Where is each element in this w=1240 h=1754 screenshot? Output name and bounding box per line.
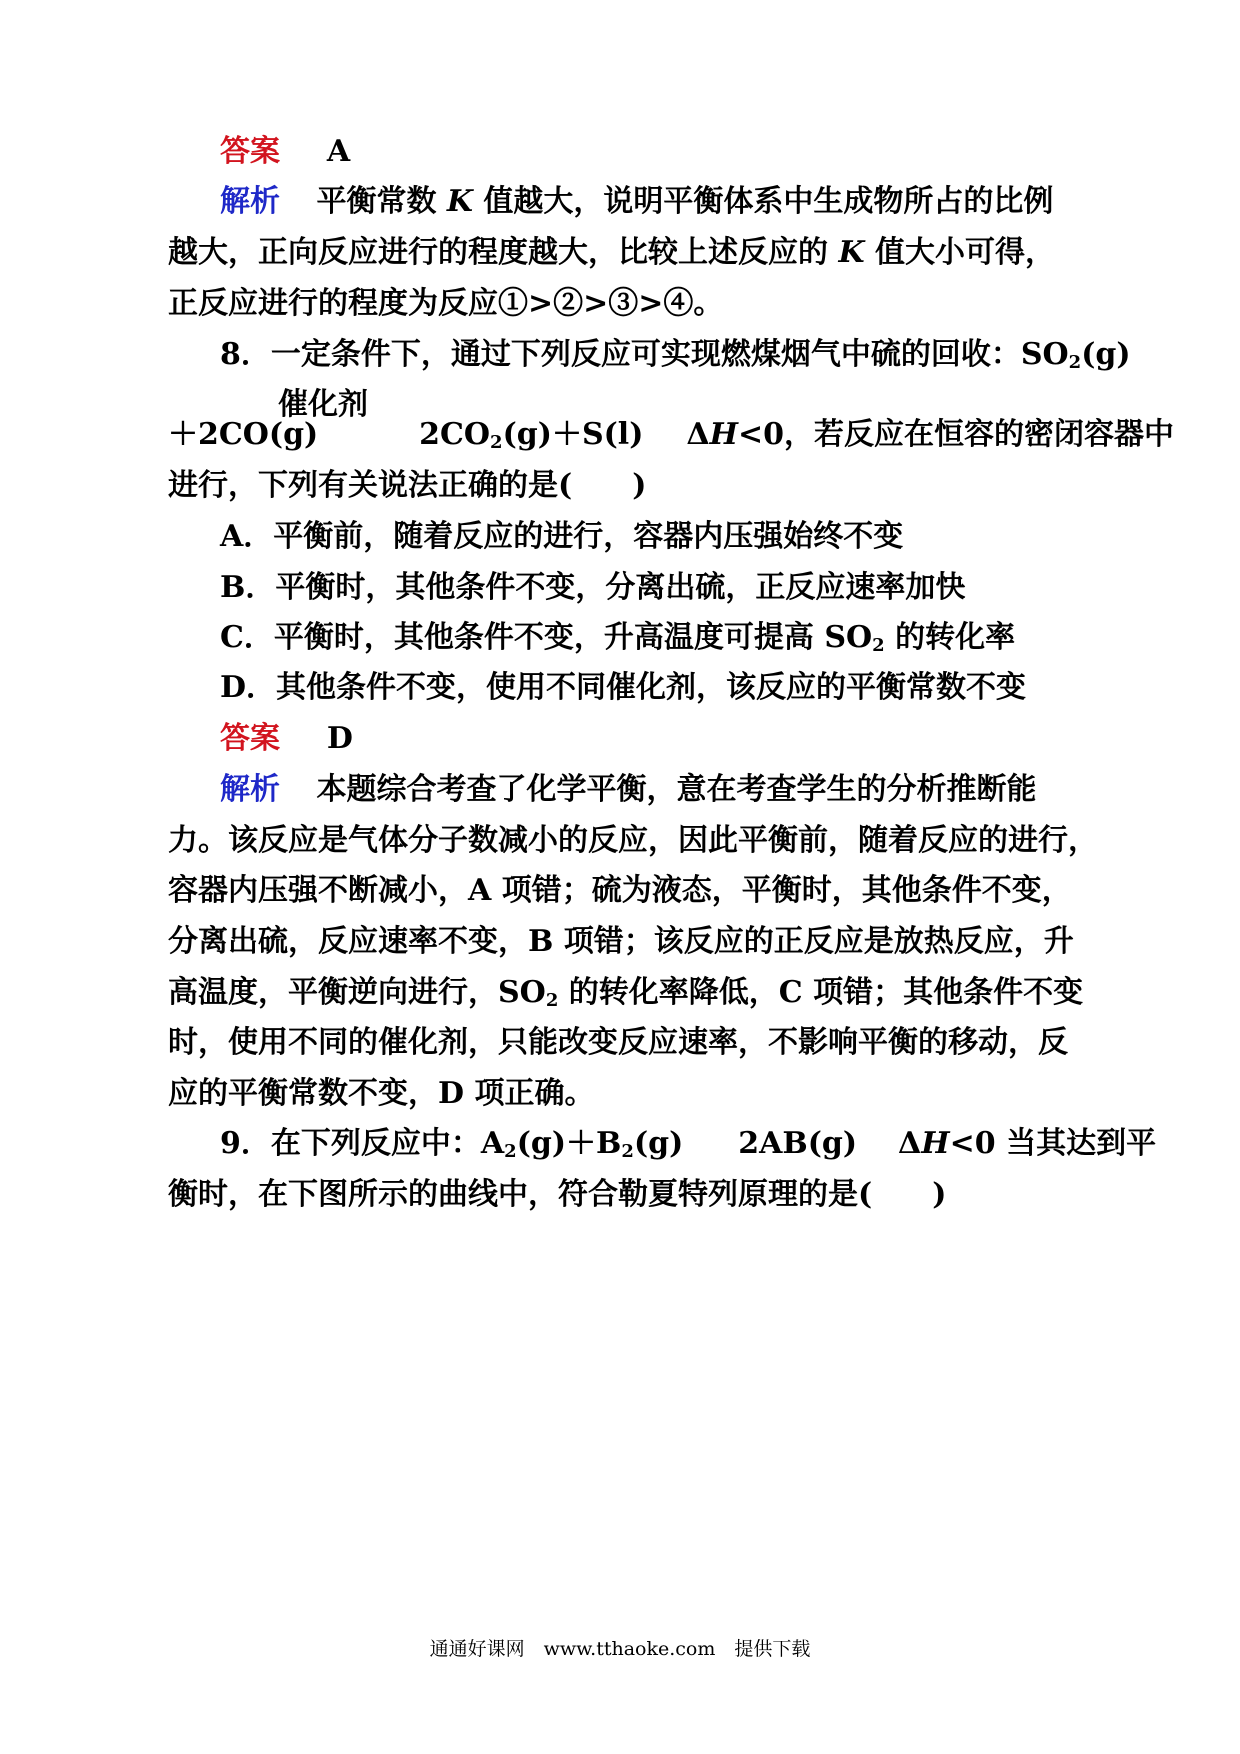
option-b: B．平衡时，其他条件不变，分离出硫，正反应速率加快 — [220, 570, 966, 605]
answer-value: D — [326, 721, 353, 756]
analysis-8-line-4: 分离出硫，反应速率不变，B 项错；该反应的正反应是放热反应，升 — [168, 924, 1074, 959]
equation-left: ＋2CO(g) — [168, 417, 319, 452]
analysis-line-3: 正反应进行的程度为反应①>②>③>④。 — [168, 286, 724, 321]
analysis-label: 解析 — [220, 184, 280, 219]
analysis-8-line-6: 时，使用不同的催化剂，只能改变反应速率，不影响平衡的移动，反 — [168, 1025, 1068, 1060]
answer-label: 答案 — [220, 721, 280, 756]
analysis-line-2 — [168, 236, 1055, 270]
question-9-stem-2: 衡时，在下图所示的曲线中，符合勒夏特列原理的是( ) — [168, 1177, 947, 1212]
subscript: 2 — [1068, 352, 1082, 373]
question-8-stem-3: 进行，下列有关说法正确的是( ) — [168, 468, 647, 503]
answer-line-7 — [220, 135, 350, 169]
stem-text: 8．一定条件下，通过下列反应可实现燃煤烟气中硫的回收：SO — [220, 337, 1069, 372]
analysis-text: 越大，正向反应进行的程度越大，比较上述反应的 — [168, 235, 839, 270]
option-a: A．平衡前，随着反应的进行，容器内压强始终不变 — [220, 519, 904, 554]
analysis-8-line-2: 力。该反应是气体分子数减小的反应，因此平衡前，随着反应的进行， — [168, 823, 1098, 858]
k-symbol: K — [446, 184, 473, 219]
analysis-line-1 — [220, 185, 1053, 219]
analysis-text: 值大小可得， — [864, 235, 1055, 270]
catalyst-label: 催化剂 — [278, 387, 368, 422]
analysis-text: 值越大，说明平衡体系中生成物所占的比例 — [472, 184, 1054, 219]
analysis-label: 解析 — [220, 772, 280, 807]
option-d: D．其他条件不变，使用不同催化剂，该反应的平衡常数不变 — [220, 670, 1027, 705]
analysis-text: 平衡常数 — [316, 184, 447, 219]
analysis-8-line-3: 容器内压强不断减小，A 项错；硫为液态，平衡时，其他条件不变， — [168, 873, 1072, 908]
page-footer: 通通好课网 www.tthaoke.com 提供下载 — [429, 1638, 811, 1660]
answer-value: A — [326, 134, 351, 169]
analysis-8-line-1: 解析 本题综合考查了化学平衡，意在考查学生的分析推断能 — [220, 772, 1037, 807]
enthalpy: ΔH<0，若反应在恒容的密闭容器中 — [686, 417, 1174, 452]
question-8-stem-1 — [220, 338, 1131, 372]
option-c: C．平衡时，其他条件不变，升高温度可提高 $SO_2$ 的转化率 — [220, 620, 1016, 656]
analysis-8-line-7: 应的平衡常数不变，D 项正确。 — [168, 1076, 595, 1111]
question-9-stem-1: 9．在下列反应中：$A_2(g)+B_2(g)$ 2AB(g) ΔH<0 当其达到平 — [220, 1126, 1157, 1162]
stem-text: (g) — [1081, 337, 1131, 372]
equation-right: $2CO_2(g)+S(l)$ — [419, 417, 644, 453]
question-8-equation — [168, 418, 1174, 452]
k-symbol: K — [838, 235, 865, 270]
answer-line-8 — [220, 722, 353, 756]
answer-label: 答案 — [220, 134, 280, 169]
analysis-8-line-5: 高温度，平衡逆向进行，$SO_2$ 的转化率降低，C 项错；其他条件不变 — [168, 975, 1084, 1011]
